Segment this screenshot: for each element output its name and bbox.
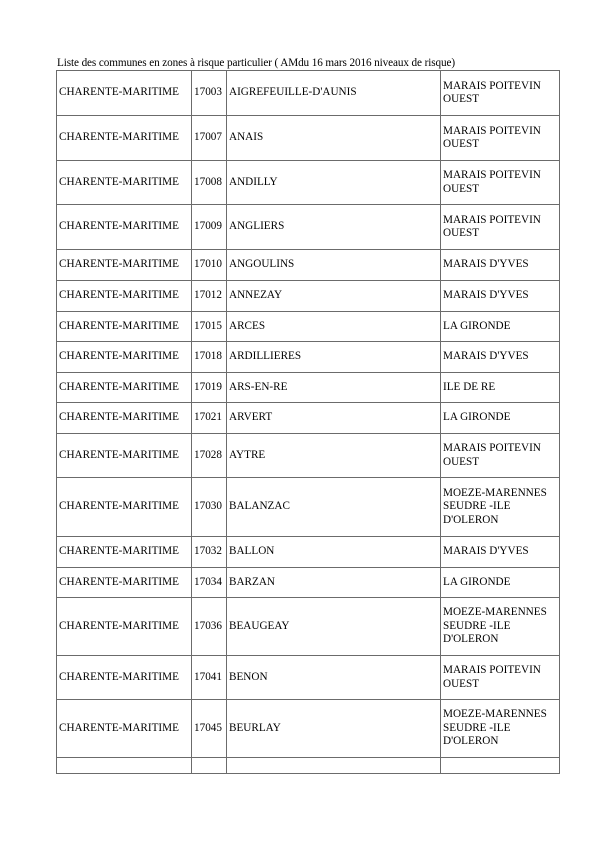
table-row bbox=[57, 537, 560, 568]
table-row bbox=[57, 568, 560, 598]
table-row bbox=[57, 71, 560, 116]
commune-name-cell: BEAUGEAY bbox=[227, 598, 441, 656]
risk-zone-cell: MARAIS POITEVIN OUEST bbox=[441, 116, 560, 161]
insee-code-cell: 17036 bbox=[192, 598, 227, 656]
risk-zone-cell: LA GIRONDE bbox=[441, 312, 560, 342]
insee-code-cell: 17019 bbox=[192, 373, 227, 403]
department-cell: CHARENTE-MARITIME bbox=[57, 434, 192, 478]
table-row bbox=[57, 312, 560, 342]
department-cell: CHARENTE-MARITIME bbox=[57, 312, 192, 342]
commune-name-cell: ARVERT bbox=[227, 403, 441, 434]
insee-code-cell: 17009 bbox=[192, 205, 227, 250]
risk-zone-cell: MARAIS POITEVIN OUEST bbox=[441, 656, 560, 700]
insee-code-cell: 17034 bbox=[192, 568, 227, 598]
commune-name-cell: ANDILLY bbox=[227, 161, 441, 205]
insee-code-cell: 17032 bbox=[192, 537, 227, 568]
commune-name-cell: BEURLAY bbox=[227, 700, 441, 758]
commune-name-cell: ARDILLIERES bbox=[227, 342, 441, 373]
commune-name-cell: AIGREFEUILLE-D'AUNIS bbox=[227, 71, 441, 116]
commune-name-cell: BARZAN bbox=[227, 568, 441, 598]
department-cell: CHARENTE-MARITIME bbox=[57, 116, 192, 161]
insee-code-cell: 17021 bbox=[192, 403, 227, 434]
risk-zone-cell: MOEZE-MARENNES SEUDRE -ILE D'OLERON bbox=[441, 478, 560, 537]
risk-zone-cell bbox=[441, 758, 560, 774]
risk-zone-cell: MOEZE-MARENNES SEUDRE -ILE D'OLERON bbox=[441, 598, 560, 656]
insee-code-cell: 17045 bbox=[192, 700, 227, 758]
department-cell: CHARENTE-MARITIME bbox=[57, 478, 192, 537]
department-cell: CHARENTE-MARITIME bbox=[57, 205, 192, 250]
insee-code-cell: 17007 bbox=[192, 116, 227, 161]
department-cell: CHARENTE-MARITIME bbox=[57, 656, 192, 700]
department-cell: CHARENTE-MARITIME bbox=[57, 700, 192, 758]
commune-name-cell: AYTRE bbox=[227, 434, 441, 478]
risk-zone-cell: MARAIS POITEVIN OUEST bbox=[441, 434, 560, 478]
table-row bbox=[57, 116, 560, 161]
department-cell: CHARENTE-MARITIME bbox=[57, 598, 192, 656]
risk-zone-cell: MARAIS D'YVES bbox=[441, 281, 560, 312]
commune-name-cell: ARCES bbox=[227, 312, 441, 342]
risk-zone-cell: MARAIS D'YVES bbox=[441, 342, 560, 373]
table-row bbox=[57, 758, 560, 774]
table-row bbox=[57, 478, 560, 537]
risk-zone-cell: ILE DE RE bbox=[441, 373, 560, 403]
insee-code-cell: 17030 bbox=[192, 478, 227, 537]
table-row bbox=[57, 205, 560, 250]
insee-code-cell: 17010 bbox=[192, 250, 227, 281]
department-cell: CHARENTE-MARITIME bbox=[57, 342, 192, 373]
department-cell: CHARENTE-MARITIME bbox=[57, 537, 192, 568]
commune-name-cell: ANNEZAY bbox=[227, 281, 441, 312]
commune-name-cell: ANGLIERS bbox=[227, 205, 441, 250]
table-row bbox=[57, 434, 560, 478]
table-row bbox=[57, 598, 560, 656]
risk-zone-cell: MOEZE-MARENNES SEUDRE -ILE D'OLERON bbox=[441, 700, 560, 758]
risk-zone-cell: MARAIS POITEVIN OUEST bbox=[441, 205, 560, 250]
department-cell bbox=[57, 758, 192, 774]
page-title: Liste des communes en zones à risque particulier ( AMdu 16 mars 2016 niveaux de risque) bbox=[57, 57, 455, 69]
table-row bbox=[57, 342, 560, 373]
department-cell: CHARENTE-MARITIME bbox=[57, 568, 192, 598]
table-row bbox=[57, 250, 560, 281]
department-cell: CHARENTE-MARITIME bbox=[57, 250, 192, 281]
insee-code-cell: 17003 bbox=[192, 71, 227, 116]
insee-code-cell: 17012 bbox=[192, 281, 227, 312]
insee-code-cell bbox=[192, 758, 227, 774]
commune-name-cell: ANGOULINS bbox=[227, 250, 441, 281]
risk-zone-cell: LA GIRONDE bbox=[441, 568, 560, 598]
insee-code-cell: 17008 bbox=[192, 161, 227, 205]
commune-name-cell: BALLON bbox=[227, 537, 441, 568]
risk-zone-cell: MARAIS D'YVES bbox=[441, 537, 560, 568]
department-cell: CHARENTE-MARITIME bbox=[57, 161, 192, 205]
insee-code-cell: 17028 bbox=[192, 434, 227, 478]
department-cell: CHARENTE-MARITIME bbox=[57, 373, 192, 403]
table-row bbox=[57, 656, 560, 700]
table-row bbox=[57, 700, 560, 758]
table-row bbox=[57, 373, 560, 403]
department-cell: CHARENTE-MARITIME bbox=[57, 281, 192, 312]
communes-table bbox=[56, 70, 560, 774]
risk-zone-cell: MARAIS D'YVES bbox=[441, 250, 560, 281]
table-row bbox=[57, 281, 560, 312]
insee-code-cell: 17018 bbox=[192, 342, 227, 373]
commune-name-cell: ANAIS bbox=[227, 116, 441, 161]
commune-name-cell: ARS-EN-RE bbox=[227, 373, 441, 403]
insee-code-cell: 17041 bbox=[192, 656, 227, 700]
department-cell: CHARENTE-MARITIME bbox=[57, 403, 192, 434]
insee-code-cell: 17015 bbox=[192, 312, 227, 342]
table-row bbox=[57, 161, 560, 205]
risk-zone-cell: MARAIS POITEVIN OUEST bbox=[441, 161, 560, 205]
department-cell: CHARENTE-MARITIME bbox=[57, 71, 192, 116]
commune-name-cell: BALANZAC bbox=[227, 478, 441, 537]
risk-zone-cell: LA GIRONDE bbox=[441, 403, 560, 434]
risk-zone-cell: MARAIS POITEVIN OUEST bbox=[441, 71, 560, 116]
table-row bbox=[57, 403, 560, 434]
commune-name-cell bbox=[227, 758, 441, 774]
commune-name-cell: BENON bbox=[227, 656, 441, 700]
